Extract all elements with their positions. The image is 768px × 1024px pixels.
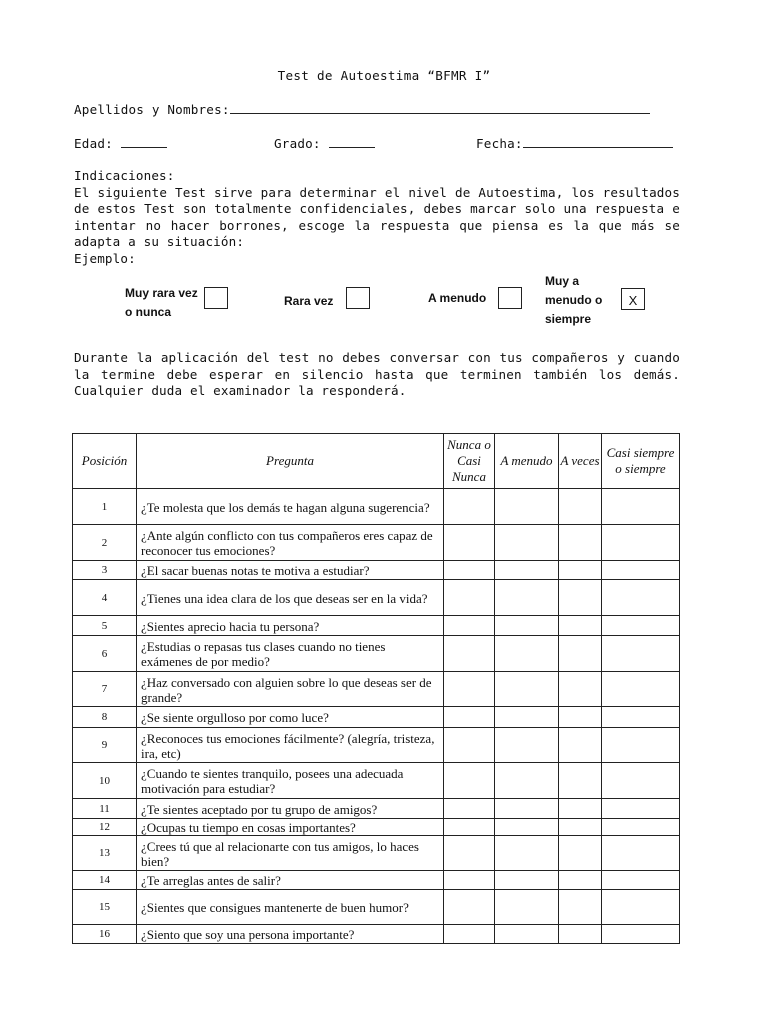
answer-cell-often[interactable] xyxy=(495,672,559,707)
column-header-sometimes: A veces xyxy=(559,434,602,489)
grade-line xyxy=(274,135,375,151)
date-label: Fecha: xyxy=(476,136,523,151)
question-number: 5 xyxy=(73,616,137,636)
table-header-row xyxy=(73,434,680,489)
table-row xyxy=(73,799,680,819)
questions-table xyxy=(72,433,680,944)
answer-cell-often[interactable] xyxy=(495,489,559,525)
question-number: 13 xyxy=(73,836,137,871)
example-option-label: Rara vez xyxy=(284,294,334,308)
table-row xyxy=(73,636,680,672)
page-title: Test de Autoestima “BFMR I” xyxy=(277,68,491,83)
answer-cell-always[interactable] xyxy=(602,871,680,890)
answer-cell-often[interactable] xyxy=(495,525,559,561)
answer-cell-always[interactable] xyxy=(602,836,680,871)
age-line xyxy=(74,135,167,151)
example-checkbox-checked[interactable]: X xyxy=(621,288,645,310)
grade-label: Grado: xyxy=(274,136,321,151)
question-text: ¿Estudias o repasas tus clases cuando no tienes exámenes de por medio? xyxy=(137,636,444,672)
answer-cell-always[interactable] xyxy=(602,728,680,763)
question-text: ¿Cuando te sientes tranquilo, posees una adecuada motivación para estudiar? xyxy=(137,763,444,799)
example-checkbox[interactable] xyxy=(498,287,522,309)
example-option-label: Muy a menudo o siempre xyxy=(545,274,603,326)
answer-cell-often[interactable] xyxy=(495,561,559,580)
answer-cell-never[interactable] xyxy=(444,561,495,580)
question-text: ¿Reconoces tus emociones fácilmente? (alegría, tristeza, ira, etc) xyxy=(137,728,444,763)
question-number: 14 xyxy=(73,871,137,890)
question-number: 16 xyxy=(73,925,137,944)
test-note: Durante la aplicación del test no debes conversar con tus compañeros y cuando la termine debe esperar en silencio hasta que terminen también los demás. Cualquier duda el examinador la responderá. xyxy=(74,350,680,398)
answer-cell-always[interactable] xyxy=(602,890,680,925)
example-option-label: Muy rara vez o nunca xyxy=(125,286,198,319)
answer-cell-never[interactable] xyxy=(444,836,495,871)
answer-cell-sometimes[interactable] xyxy=(559,728,602,763)
answer-cell-sometimes[interactable] xyxy=(559,580,602,616)
answer-cell-sometimes[interactable] xyxy=(559,525,602,561)
example-label: Ejemplo: xyxy=(74,250,136,266)
answer-cell-never[interactable] xyxy=(444,616,495,636)
answer-cell-sometimes[interactable] xyxy=(559,799,602,819)
answer-cell-never[interactable] xyxy=(444,580,495,616)
answer-cell-never[interactable] xyxy=(444,925,495,944)
table-row xyxy=(73,707,680,728)
table-row xyxy=(73,728,680,763)
answer-cell-often[interactable] xyxy=(495,890,559,925)
answer-cell-always[interactable] xyxy=(602,763,680,799)
table-row xyxy=(73,925,680,944)
answer-cell-never[interactable] xyxy=(444,672,495,707)
answer-cell-often[interactable] xyxy=(495,636,559,672)
column-header-position: Posición xyxy=(73,434,137,489)
answer-cell-sometimes[interactable] xyxy=(559,836,602,871)
answer-cell-always[interactable] xyxy=(602,580,680,616)
answer-cell-never[interactable] xyxy=(444,890,495,925)
question-number: 11 xyxy=(73,799,137,819)
answer-cell-often[interactable] xyxy=(495,707,559,728)
question-text: ¿El sacar buenas notas te motiva a estudiar? xyxy=(137,561,444,580)
question-text: ¿Te arreglas antes de salir? xyxy=(137,871,444,890)
table-row xyxy=(73,561,680,580)
table-row xyxy=(73,672,680,707)
question-number: 8 xyxy=(73,707,137,728)
question-number: 12 xyxy=(73,819,137,836)
answer-cell-sometimes[interactable] xyxy=(559,925,602,944)
question-number: 7 xyxy=(73,672,137,707)
answer-cell-always[interactable] xyxy=(602,672,680,707)
answer-cell-sometimes[interactable] xyxy=(559,890,602,925)
answer-cell-never[interactable] xyxy=(444,728,495,763)
column-header-question: Pregunta xyxy=(137,434,444,489)
answer-cell-never[interactable] xyxy=(444,489,495,525)
date-line xyxy=(476,135,673,151)
example-checkbox[interactable] xyxy=(204,287,228,309)
answer-cell-often[interactable] xyxy=(495,763,559,799)
answer-cell-sometimes[interactable] xyxy=(559,616,602,636)
instructions-text: El siguiente Test sirve para determinar el nivel de Autoestima, los resultados de estos Test son totalmente confidenciales, debes marcar solo una respuesta e intentar no hacer borrones, escoge la respuesta que piensa es la que más se adapta a su situación: xyxy=(74,184,680,249)
question-text: ¿Sientes aprecio hacia tu persona? xyxy=(137,616,444,636)
question-number: 6 xyxy=(73,636,137,672)
answer-cell-never[interactable] xyxy=(444,707,495,728)
questions-body xyxy=(73,489,680,944)
answer-cell-never[interactable] xyxy=(444,525,495,561)
table-row xyxy=(73,763,680,799)
question-text: ¿Te molesta que los demás te hagan alguna sugerencia? xyxy=(137,489,444,525)
date-blank[interactable] xyxy=(523,135,673,148)
answer-cell-often[interactable] xyxy=(495,819,559,836)
answer-cell-never[interactable] xyxy=(444,763,495,799)
answer-cell-often[interactable] xyxy=(495,871,559,890)
answer-cell-sometimes[interactable] xyxy=(559,819,602,836)
question-number: 2 xyxy=(73,525,137,561)
answer-cell-often[interactable] xyxy=(495,616,559,636)
table-row xyxy=(73,890,680,925)
question-text: ¿Crees tú que al relacionarte con tus amigos, lo haces bien? xyxy=(137,836,444,871)
column-header-never: Nunca o Casi Nunca xyxy=(444,434,495,489)
name-line xyxy=(74,101,650,117)
question-text: ¿Se siente orgulloso por como luce? xyxy=(137,707,444,728)
instructions xyxy=(74,168,680,267)
answer-cell-always[interactable] xyxy=(602,525,680,561)
answer-cell-often[interactable] xyxy=(495,580,559,616)
question-text: ¿Tienes una idea clara de los que deseas ser en la vida? xyxy=(137,580,444,616)
name-blank[interactable] xyxy=(230,101,650,114)
question-number: 4 xyxy=(73,580,137,616)
answer-cell-sometimes[interactable] xyxy=(559,707,602,728)
answer-cell-sometimes[interactable] xyxy=(559,636,602,672)
answer-cell-sometimes[interactable] xyxy=(559,763,602,799)
question-text: ¿Ante algún conflicto con tus compañeros eres capaz de reconocer tus emociones? xyxy=(137,525,444,561)
answer-cell-often[interactable] xyxy=(495,925,559,944)
column-header-often: A menudo xyxy=(495,434,559,489)
answer-cell-often[interactable] xyxy=(495,728,559,763)
question-number: 1 xyxy=(73,489,137,525)
answer-cell-always[interactable] xyxy=(602,636,680,672)
answer-cell-never[interactable] xyxy=(444,799,495,819)
answer-cell-never[interactable] xyxy=(444,819,495,836)
table-row xyxy=(73,836,680,871)
table-row xyxy=(73,871,680,890)
answer-cell-always[interactable] xyxy=(602,925,680,944)
age-blank[interactable] xyxy=(121,135,167,148)
answer-cell-sometimes[interactable] xyxy=(559,871,602,890)
answer-cell-always[interactable] xyxy=(602,489,680,525)
question-number: 3 xyxy=(73,561,137,580)
name-label: Apellidos y Nombres: xyxy=(74,102,230,117)
answer-cell-sometimes[interactable] xyxy=(559,489,602,525)
table-row xyxy=(73,616,680,636)
instructions-heading: Indicaciones: xyxy=(74,168,175,183)
answer-cell-sometimes[interactable] xyxy=(559,672,602,707)
answer-cell-often[interactable] xyxy=(495,836,559,871)
question-text: ¿Te sientes aceptado por tu grupo de amigos? xyxy=(137,799,444,819)
answer-cell-never[interactable] xyxy=(444,636,495,672)
table-row xyxy=(73,819,680,836)
table-row xyxy=(73,489,680,525)
question-text: ¿Sientes que consigues mantenerte de buen humor? xyxy=(137,890,444,925)
answer-cell-always[interactable] xyxy=(602,707,680,728)
table-row xyxy=(73,580,680,616)
question-text: ¿Haz conversado con alguien sobre lo que deseas ser de grande? xyxy=(137,672,444,707)
example-checkbox[interactable] xyxy=(346,287,370,309)
answer-cell-always[interactable] xyxy=(602,561,680,580)
grade-blank[interactable] xyxy=(329,135,375,148)
answer-cell-always[interactable] xyxy=(602,799,680,819)
example-option-label: A menudo xyxy=(428,291,487,305)
question-number: 9 xyxy=(73,728,137,763)
answer-cell-always[interactable] xyxy=(602,819,680,836)
question-number: 10 xyxy=(73,763,137,799)
question-text: ¿Ocupas tu tiempo en cosas importantes? xyxy=(137,819,444,836)
age-label: Edad: xyxy=(74,136,113,151)
column-header-always: Casi siempre o siempre xyxy=(602,434,680,489)
answer-cell-often[interactable] xyxy=(495,799,559,819)
answer-cell-never[interactable] xyxy=(444,871,495,890)
answer-cell-always[interactable] xyxy=(602,616,680,636)
question-number: 15 xyxy=(73,890,137,925)
question-text: ¿Siento que soy una persona importante? xyxy=(137,925,444,944)
table-row xyxy=(73,525,680,561)
answer-cell-sometimes[interactable] xyxy=(559,561,602,580)
